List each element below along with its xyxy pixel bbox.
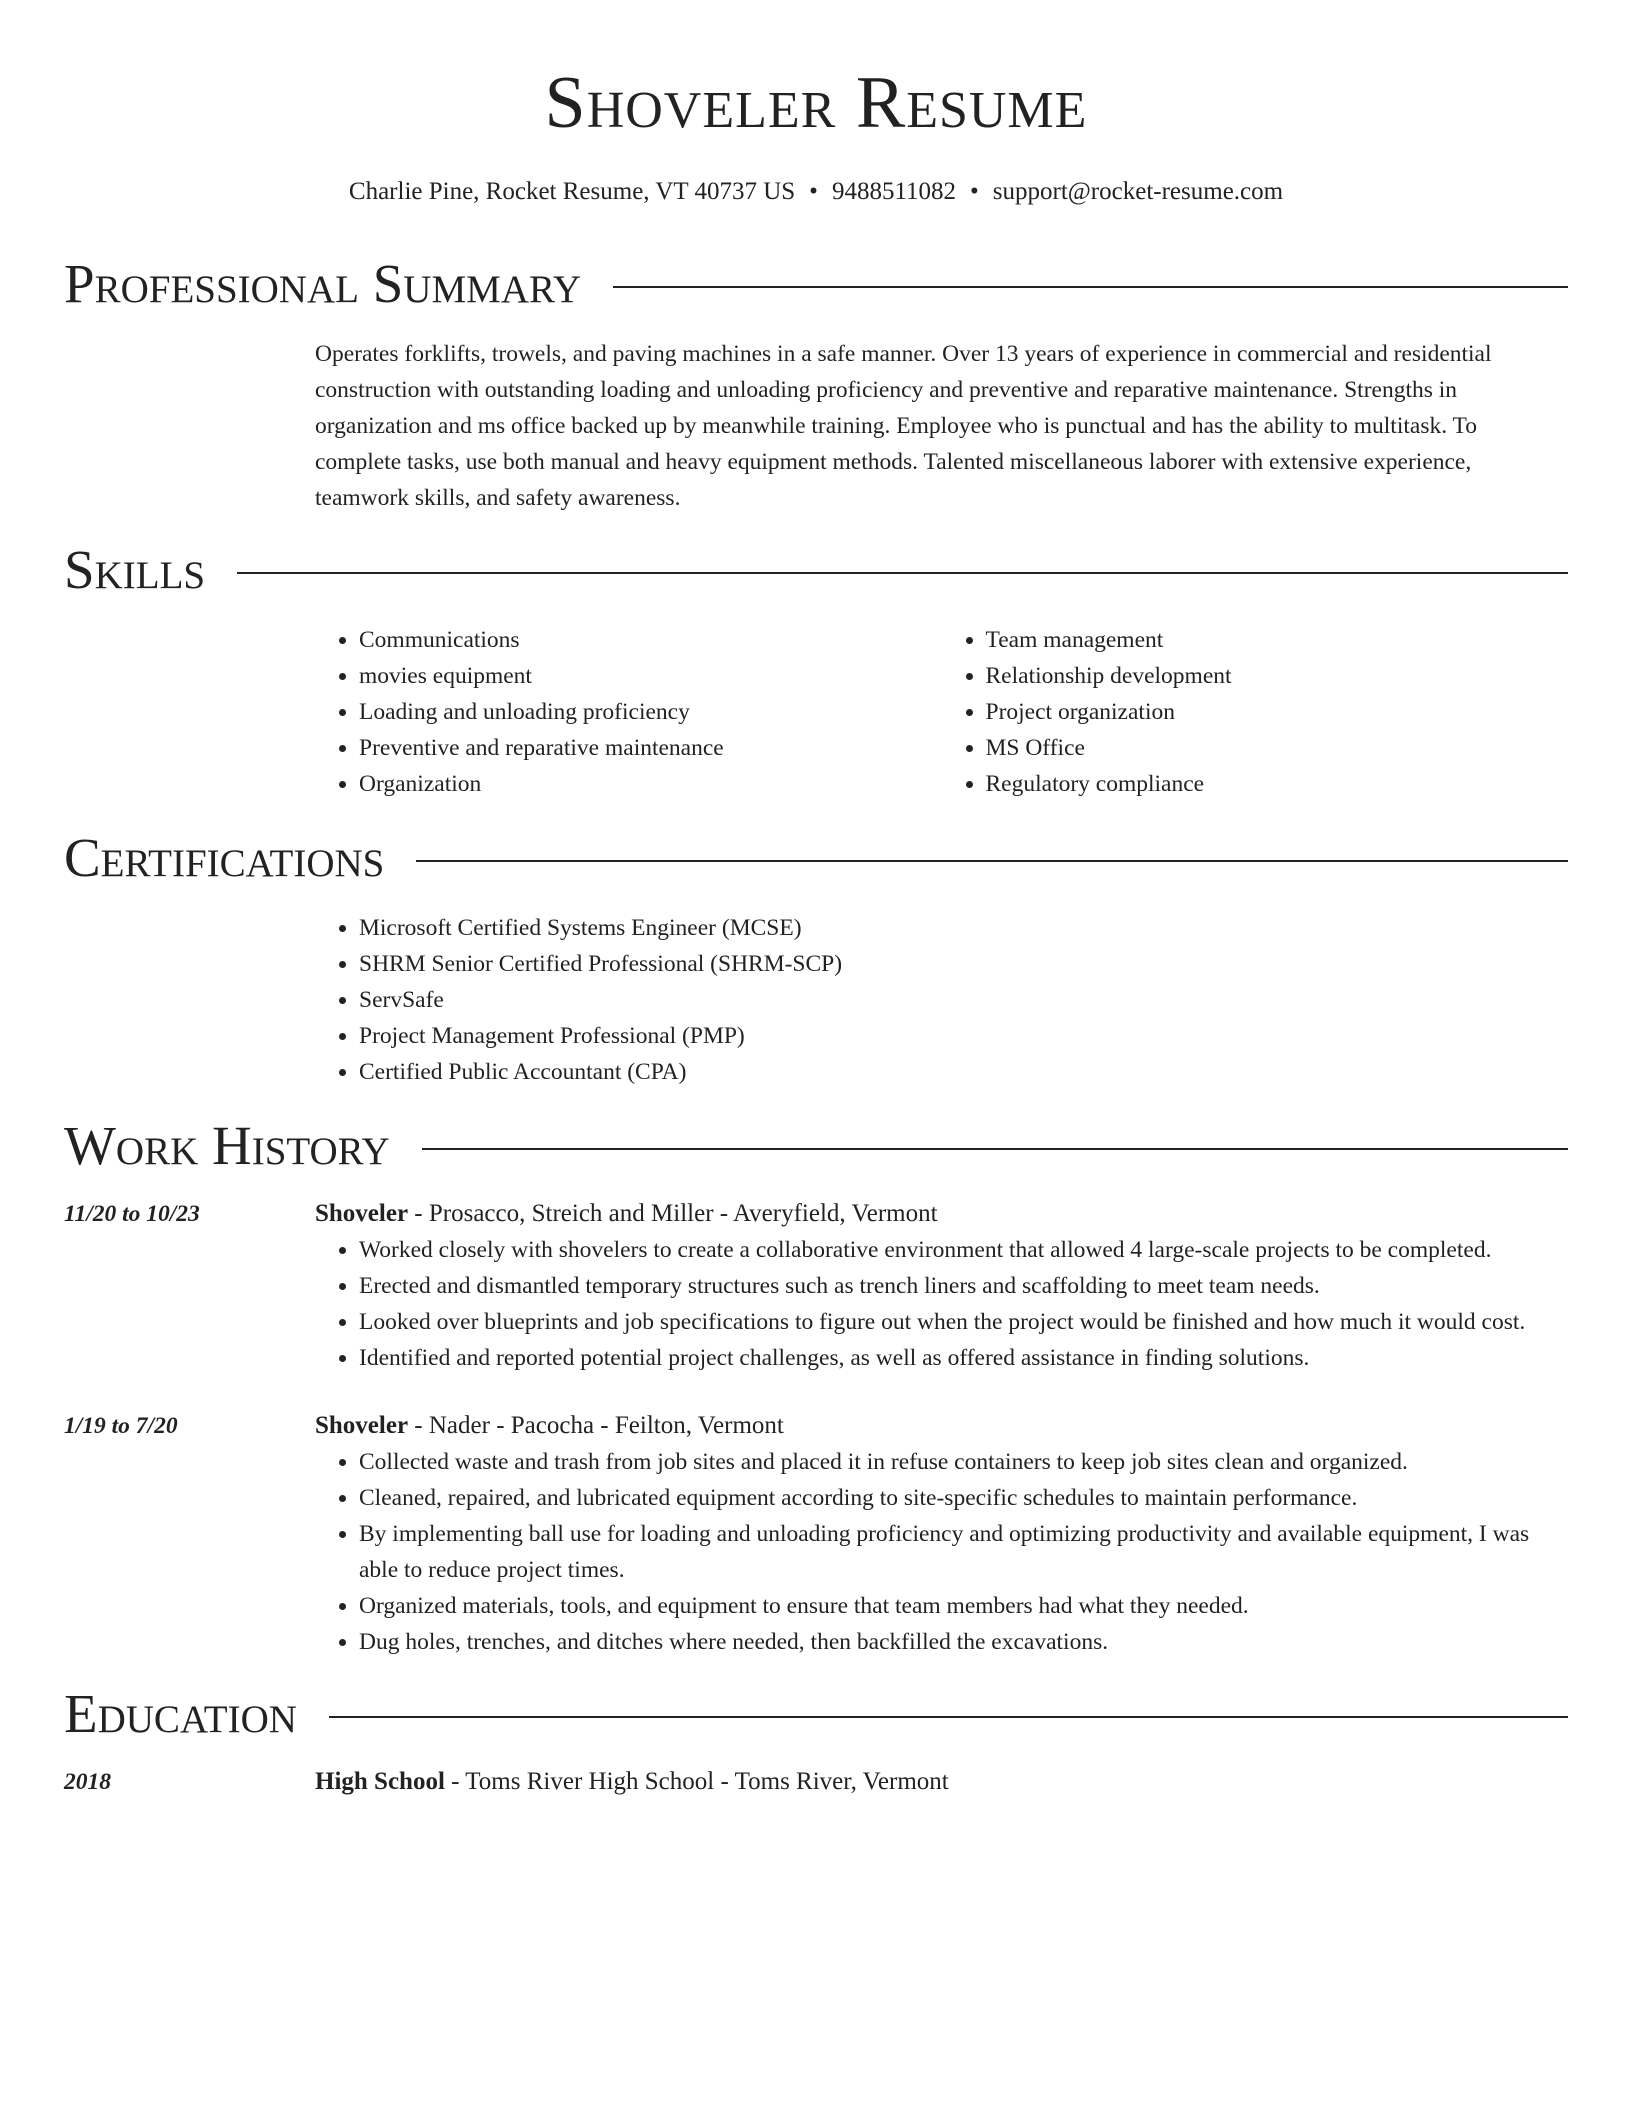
section-divider — [416, 860, 1568, 862]
job-bullet: • Collected waste and trash from job sites and placed it in refuse containers to keep job sites clean and organized. — [359, 1444, 1568, 1480]
job-title: Shoveler — [315, 1412, 409, 1439]
job-bullet: • Looked over blueprints and job specifications to figure out when the project would be finished and how much it would cost. — [359, 1304, 1568, 1340]
section-title: Skills — [64, 539, 206, 600]
section-header — [64, 826, 1568, 890]
skill-item: • Team management — [986, 622, 1569, 658]
job-title-line — [315, 1408, 1568, 1444]
contact-phone: 9488511082 — [831, 178, 957, 205]
section-header — [64, 252, 1568, 316]
job-bullets — [315, 1444, 1568, 1660]
certification-item: • Project Management Professional (PMP) — [359, 1018, 1568, 1054]
skill-item: • Regulatory compliance — [986, 766, 1569, 802]
job-dates: 1/19 to 7/20 — [64, 1413, 178, 1439]
skill-item: • Preventive and reparative maintenance — [359, 730, 942, 766]
contact-address: Charlie Pine, Rocket Resume, VT 40737 US — [348, 178, 796, 205]
certifications-list — [315, 910, 1568, 1090]
skill-item: • Relationship development — [986, 658, 1569, 694]
job-bullet: • By implementing ball use for loading and unloading proficiency and optimizing productivity and available equipment, I was able to reduce project times. — [359, 1516, 1568, 1588]
job-details — [315, 1408, 1568, 1660]
job-bullet: • Identified and reported potential project challenges, as well as offered assistance in finding solutions. — [359, 1340, 1568, 1376]
education-section — [64, 1682, 1568, 1800]
skills-columns — [315, 622, 1568, 802]
certifications-content — [315, 910, 1568, 1090]
skills-list-right — [942, 622, 1569, 802]
skill-item: • Communications — [359, 622, 942, 658]
section-divider — [422, 1148, 1568, 1150]
job-title-line — [315, 1196, 1568, 1232]
section-title: Education — [64, 1683, 297, 1744]
summary-text: Operates forklifts, trowels, and paving machines in a safe manner. Over 13 years of experience in commercial and residential construction with outstanding loading and unloading proficiency and preventive and reparative maintenance. Strengths in organization and ms office backed up by meanwhile training. Employee who is punctual and has the ability to multitask. To complete tasks, use both manual and heavy equipment methods. Talented miscellaneous laborer with extensive experience, teamwork skills, and safety awareness. — [315, 341, 1492, 511]
section-header — [64, 538, 1568, 602]
job-dates: 11/20 to 10/23 — [64, 1201, 200, 1227]
section-divider — [329, 1716, 1568, 1718]
education-entry — [64, 1764, 1568, 1800]
section-title: Certifications — [64, 827, 385, 888]
job-bullet: • Worked closely with shovelers to create a collaborative environment that allowed 4 large-scale projects to be completed. — [359, 1232, 1568, 1268]
job-title: Shoveler — [315, 1200, 409, 1227]
job-entry — [64, 1408, 1568, 1660]
education-year: 2018 — [64, 1769, 111, 1795]
contact-line — [64, 176, 1568, 208]
job-employer: - Prosacco, Streich and Miller - Averyfield, Vermont — [408, 1200, 938, 1227]
section-divider — [613, 286, 1568, 288]
resume-title: Shoveler Resume — [544, 62, 1088, 144]
contact-email: support@rocket-resume.com — [992, 178, 1284, 205]
job-bullet: • Cleaned, repaired, and lubricated equipment according to site-specific schedules to maintain performance. — [359, 1480, 1568, 1516]
education-degree: High School — [315, 1768, 445, 1795]
job-bullet: • Dug holes, trenches, and ditches where needed, then backfilled the excavations. — [359, 1624, 1568, 1660]
skills-section — [64, 538, 1568, 802]
certifications-section — [64, 826, 1568, 1090]
job-entry — [64, 1196, 1568, 1376]
skill-item: • Loading and unloading proficiency — [359, 694, 942, 730]
contact-separator: • — [809, 178, 818, 205]
section-title: Professional Summary — [64, 253, 582, 314]
certification-item: • ServSafe — [359, 982, 1568, 1018]
skill-item: • Project organization — [986, 694, 1569, 730]
contact-separator: • — [970, 178, 979, 205]
job-details — [315, 1196, 1568, 1376]
section-header — [64, 1682, 1568, 1746]
job-bullet: • Erected and dismantled temporary structures such as trench liners and scaffolding to meet team needs. — [359, 1268, 1568, 1304]
professional-summary-section — [64, 252, 1568, 516]
skills-list-left — [315, 622, 942, 802]
education-school: - Toms River High School - Toms River, Vermont — [444, 1768, 949, 1795]
education-line — [315, 1764, 1568, 1800]
work-history-section — [64, 1114, 1568, 1660]
skill-item: • Organization — [359, 766, 942, 802]
job-bullet: • Organized materials, tools, and equipment to ensure that team members had what they needed. — [359, 1588, 1568, 1624]
job-bullets — [315, 1232, 1568, 1376]
job-employer: - Nader - Pacocha - Feilton, Vermont — [408, 1412, 784, 1439]
skill-item: • MS Office — [986, 730, 1569, 766]
certification-item: • Certified Public Accountant (CPA) — [359, 1054, 1568, 1090]
certification-item: • SHRM Senior Certified Professional (SHRM-SCP) — [359, 946, 1568, 982]
skill-item: • movies equipment — [359, 658, 942, 694]
section-title: Work History — [64, 1115, 390, 1176]
education-details — [315, 1764, 1568, 1800]
section-divider — [237, 572, 1568, 574]
section-header — [64, 1114, 1568, 1178]
certification-item: • Microsoft Certified Systems Engineer (MCSE) — [359, 910, 1568, 946]
